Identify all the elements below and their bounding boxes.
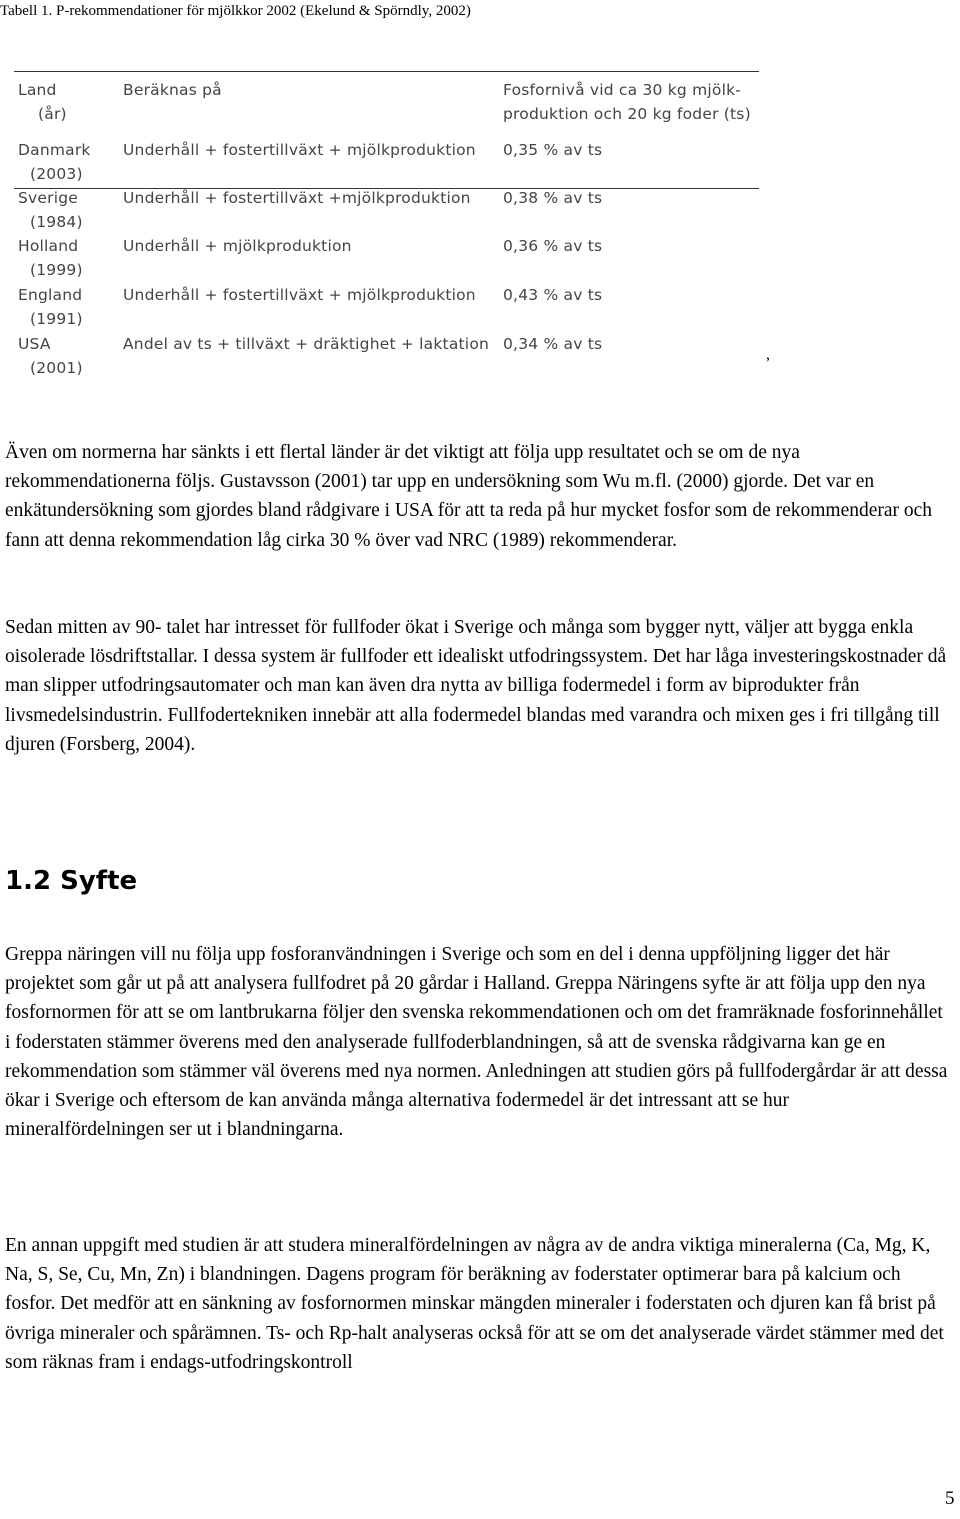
header-land: Land (år) — [18, 81, 67, 123]
row-level: 0,34 % av ts — [503, 335, 603, 353]
paragraph-syfte: Greppa näringen vill nu följa upp fosforanvändningen i Sverige och som en del i denna uppföljning ligger det här projektet som går ut på att analysera fullfodret på 20 gårdar i Halland. Greppa Näringens syfte är att följa upp den nya fosfornormen för att se om lantbrukarna följer den svenska rekommendationen och om det framräknade fosforinnehållet i foderstaten stämmer överens med den analyserade fullfoderblandningen, så att de svenska rådgivarna kan ge en rekommendation som stämmer väl överens med nya normen. Anledningen att studien görs på fullfodergårdar är att dessa ökar i Sverige och eftersom de kan använda många alternativa fodermedel är det intressant att se hur mineralfördelningen ser ut i blandningarna. — [5, 944, 948, 1141]
header-level: Fosfornivå vid ca 30 kg mjölk- produktion och 20 kg foder (ts) — [503, 81, 751, 123]
row-level: 0,35 % av ts — [503, 141, 603, 159]
table-row-usa — [18, 332, 83, 380]
table-caption: Tabell 1. P-rekommendationer för mjölkkor 2002 (Ekelund & Spörndly, 2002) — [0, 3, 471, 19]
row-year: (1999) — [30, 261, 83, 279]
row-basis: Underhåll + mjölkproduktion — [123, 237, 352, 255]
row-level: 0,38 % av ts — [503, 189, 603, 207]
table-row-holland — [18, 234, 83, 282]
stray-comma: , — [766, 346, 770, 363]
row-country: Sverige — [18, 189, 79, 207]
paragraph-minerals: En annan uppgift med studien är att studera mineralfördelningen av några av de andra viktiga mineralerna (Ca, Mg, K, Na, S, Se, Cu, Mn, Zn) i blandningen. Dagens program för beräkning av foderstater optimerar bara på kalcium och fosfor. Det medför att en sänkning av fosfornormen minskar mängden mineraler i foderstaten och djuren kan få brist på övriga mineraler och spårämnen. Ts- och Rp-halt analyseras också för att se om det analyserade värdet stämmer med det som räknas fram i endags-utfodringskontroll — [5, 1235, 944, 1373]
row-year: (2003) — [30, 165, 83, 183]
table-row-danmark — [18, 138, 91, 186]
row-basis: Underhåll + fostertillväxt + mjölkproduktion — [123, 141, 476, 159]
phosphorus-recommendation-table — [0, 60, 780, 390]
page-number: 5 — [945, 1488, 955, 1509]
paragraph-wu-study: Även om normerna har sänkts i ett flertal länder är det viktigt att följa upp resultatet och se om de nya rekommendationerna följs. Gustavsson (2001) tar upp en undersökning som Wu m.fl. (2000) gjorde. Det var en enkätundersökning som gjordes bland rådgivare i USA för att ta reda på hur mycket fosfor som de rekommenderar och fann att denna rekommendation låg cirka 30 % över vad NRC (1989) rekommenderar. — [5, 442, 933, 551]
paragraph-fullfoder: Sedan mitten av 90- talet har intresset för fullfoder ökat i Sverige och många som bygger nytt, väljer att bygga enkla oisolerade lösdriftstallar. I dessa system är fullfoder ett idealiskt utfodringssystem. Det har låga investeringskostnader då man slipper utfodringsautomater och man kan även dra nytta av billiga fodermedel i form av biprodukter från livsmedelsindustrin. Fullfodertekniken innebär att alla fodermedel blandas med varandra och mixen ges i fri tillgång till djuren (Forsberg, 2004). — [5, 617, 947, 755]
row-year: (2001) — [30, 359, 83, 377]
row-basis: Underhåll + fostertillväxt +mjölkproduktion — [123, 189, 471, 207]
row-level: 0,36 % av ts — [503, 237, 603, 255]
row-country: USA — [18, 335, 51, 353]
row-basis: Underhåll + fostertillväxt + mjölkproduktion — [123, 286, 476, 304]
row-basis: Andel av ts + tillväxt + dräktighet + laktation — [123, 335, 490, 353]
section-heading: 1.2 Syfte — [5, 866, 138, 896]
row-level: 0,43 % av ts — [503, 286, 603, 304]
header-basis: Beräknas på — [123, 81, 222, 99]
row-year: (1984) — [30, 213, 83, 231]
table-row-england — [18, 283, 83, 331]
table-top-rule — [14, 71, 759, 72]
row-country: Danmark — [18, 141, 91, 159]
row-country: Holland — [18, 237, 79, 255]
table-row-sverige — [18, 186, 83, 234]
row-country: England — [18, 286, 83, 304]
row-year: (1991) — [30, 310, 83, 328]
